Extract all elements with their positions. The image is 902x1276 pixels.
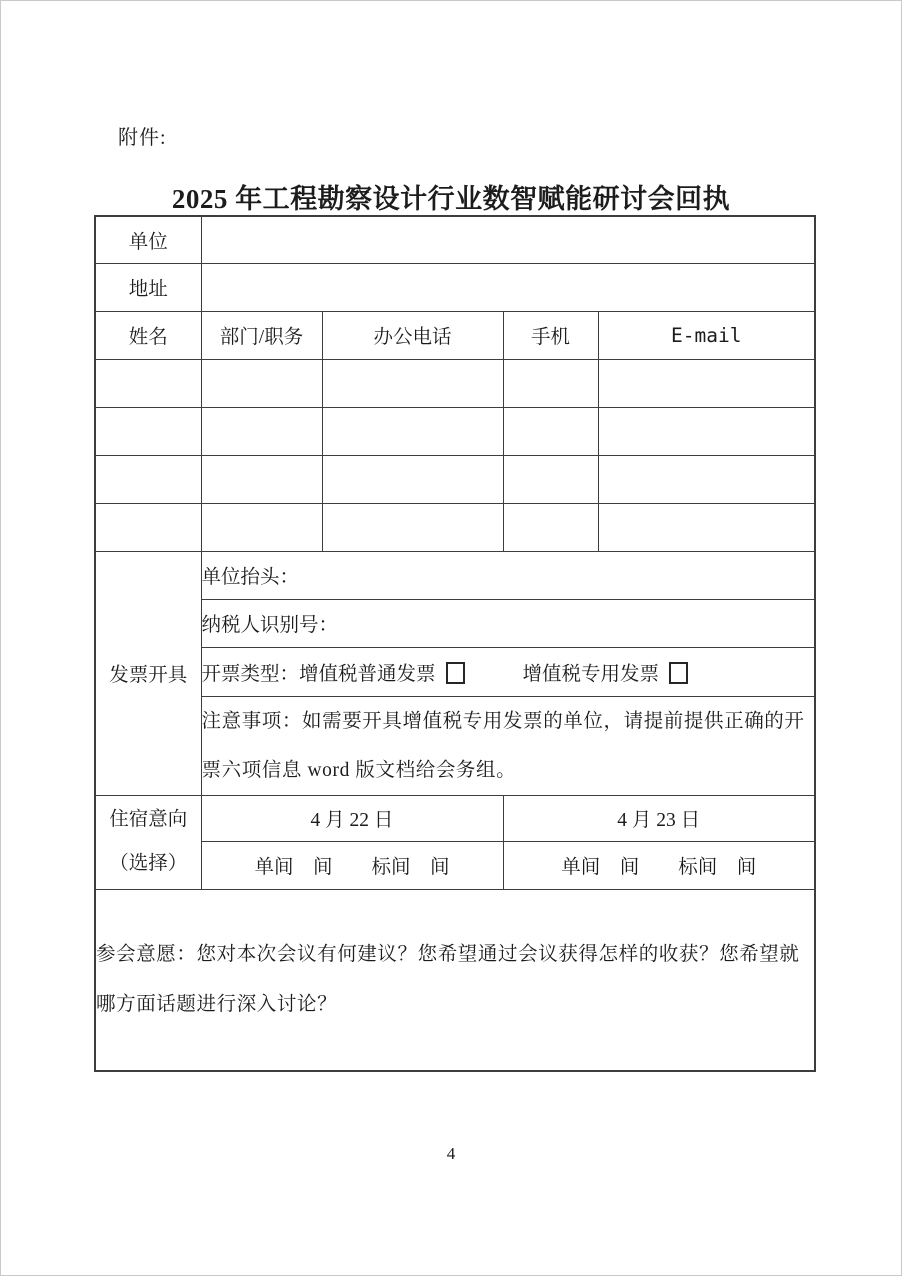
header-office-phone: 办公电话 <box>322 311 503 359</box>
contact-row <box>95 455 815 503</box>
contact-row <box>95 359 815 407</box>
contact-cell <box>201 407 322 455</box>
invoice-notes: 注意事项：如需要开具增值税专用发票的单位，请提前提供正确的开票六项信息 word 版文档给会务组。 <box>201 696 815 795</box>
contact-cell <box>598 407 815 455</box>
contact-cell <box>503 503 598 551</box>
invoice-type-row <box>201 647 815 696</box>
header-department: 部门/职务 <box>201 311 322 359</box>
company-title-row <box>201 551 815 599</box>
unit-label: 单位 <box>95 216 201 263</box>
contact-cell <box>322 359 503 407</box>
vat-general-checkbox <box>446 662 465 684</box>
page-title: 2025 年工程勘察设计行业数智赋能研讨会回执 <box>171 184 731 214</box>
header-name: 姓名 <box>95 311 201 359</box>
room-options-2: 单间 间 标间 间 <box>503 841 815 889</box>
address-value-cell <box>201 263 815 311</box>
header-mobile: 手机 <box>503 311 598 359</box>
contact-cell <box>201 503 322 551</box>
header-email: E-mail <box>598 311 815 359</box>
reply-form-table <box>94 215 816 1072</box>
taxpayer-id-label: 纳税人识别号： <box>201 615 339 636</box>
room-options-1: 单间 间 标间 间 <box>201 841 503 889</box>
invoice-section-label: 发票开具 <box>95 551 201 795</box>
address-label: 地址 <box>95 263 201 311</box>
accommodation-section-label <box>95 795 201 889</box>
vat-special-label: 增值税专用发票 <box>522 663 660 685</box>
vat-special-checkbox <box>669 662 688 684</box>
contact-cell <box>95 359 201 407</box>
contact-cell <box>95 407 201 455</box>
accommodation-label-line1: 住宿意向 <box>109 809 188 830</box>
attachment-label: 附件: <box>118 127 167 149</box>
contact-cell <box>503 359 598 407</box>
contact-row <box>95 407 815 455</box>
taxpayer-id-row <box>201 599 815 647</box>
accommodation-date-1: 4 月 22 日 <box>201 795 503 841</box>
contact-cell <box>598 503 815 551</box>
contact-cell <box>322 407 503 455</box>
contact-cell <box>95 503 201 551</box>
contact-cell <box>598 359 815 407</box>
contact-cell <box>503 407 598 455</box>
contact-row <box>95 503 815 551</box>
invoice-type-label: 开票类型： <box>201 663 300 685</box>
accommodation-label-line2: （选择） <box>109 853 188 874</box>
vat-general-label: 增值税普通发票 <box>299 663 436 685</box>
accommodation-date-2: 4 月 23 日 <box>503 795 815 841</box>
page-number: 4 <box>446 1144 456 1163</box>
contact-cell <box>322 455 503 503</box>
contact-cell <box>322 503 503 551</box>
contact-cell <box>95 455 201 503</box>
unit-value-cell <box>201 216 815 263</box>
contact-cell <box>598 455 815 503</box>
contact-cell <box>503 455 598 503</box>
contact-cell <box>201 359 322 407</box>
contact-cell <box>201 455 322 503</box>
participation-prompt: 参会意愿：您对本次会议有何建议？您希望通过会议获得怎样的收获？您希望就哪方面话题进行深入讨论？ <box>95 889 815 1071</box>
company-title-label: 单位抬头： <box>201 567 300 588</box>
